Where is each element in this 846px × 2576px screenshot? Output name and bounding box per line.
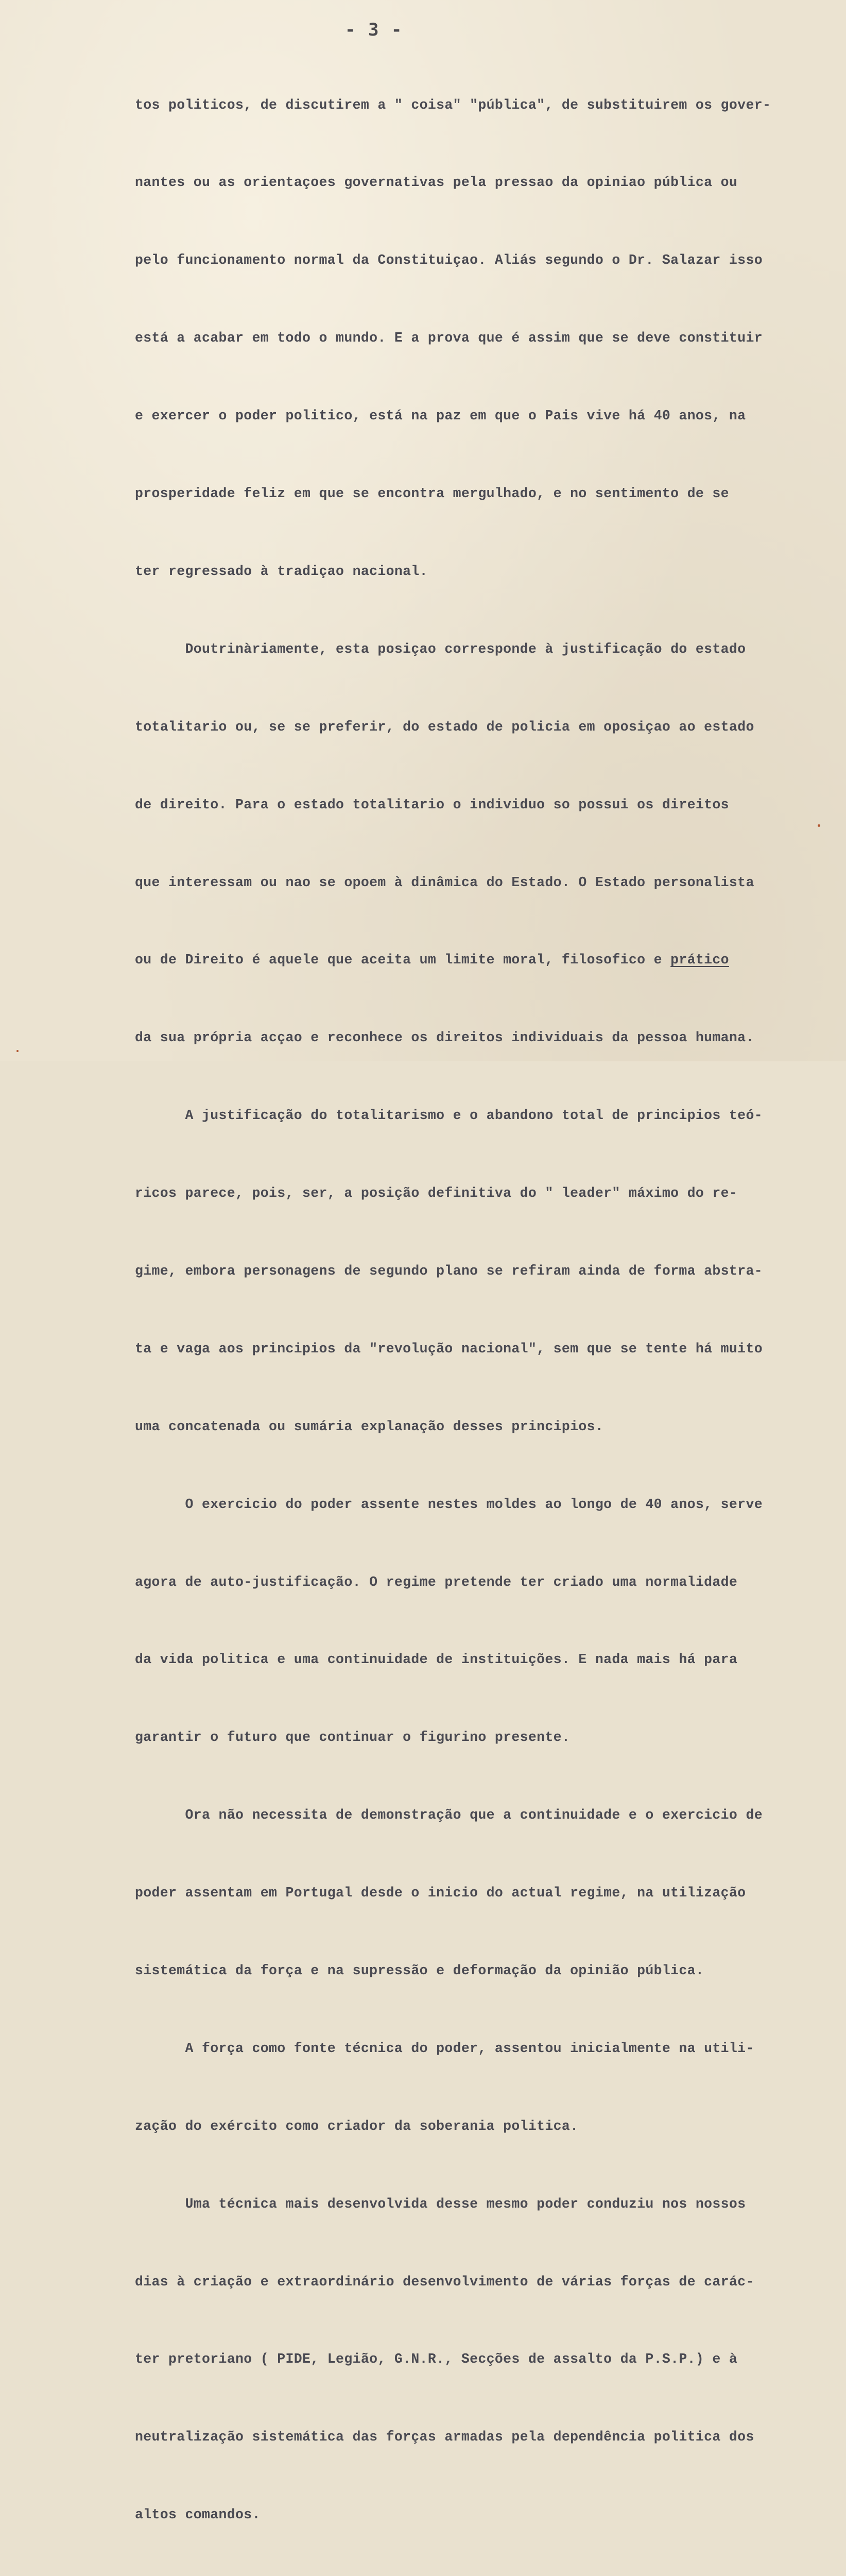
text-line: Uma técnica mais desenvolvida desse mesmo poder conduziu nos nossos: [135, 2196, 746, 2212]
text-line: que interessam ou nao se opoem à dinâmica do Estado. O Estado personalista: [135, 874, 754, 890]
text-line: O exercicio do poder assente nestes moldes ao longo de 40 anos, serve: [135, 1496, 763, 1512]
text-line: agora de auto-justificação. O regime pretende ter criado uma normalidade: [135, 1574, 738, 1590]
page-number: - 3 -: [345, 20, 403, 40]
text-line: nantes ou as orientaçoes governativas pela pressao da opiniao pública ou: [135, 175, 738, 191]
text-line: poder assentam em Portugal desde o inicio do actual regime, na utilização: [135, 1885, 746, 1901]
text-line: de direito. Para o estado totalitario o individuo so possui os direitos: [135, 796, 729, 812]
text-line: está a acabar em todo o mundo. E a prova que é assim que se deve constituir: [135, 330, 763, 346]
text-line: totalitario ou, se se preferir, do estado de policia em oposiçao ao estado: [135, 719, 754, 735]
text-line: ta e vaga aos principios da "revolução nacional", sem que se tente há muito: [135, 1341, 763, 1357]
underlined-word: prático: [670, 952, 729, 968]
text-line: prosperidade feliz em que se encontra mergulhado, e no sentimento de se: [135, 486, 729, 502]
text-line: zação do exército como criador da soberania politica.: [135, 2118, 579, 2134]
text-line: pelo funcionamento normal da Constituiçao. Aliás segundo o Dr. Salazar isso: [135, 252, 763, 268]
paper-speck: [818, 824, 820, 827]
text-line: e exercer o poder politico, está na paz em que o Pais vive há 40 anos, na: [135, 408, 746, 424]
text-line: da sua própria acçao e reconhece os direitos individuais da pessoa humana.: [135, 1030, 754, 1046]
text-line: gime, embora personagens de segundo plano se refiram ainda de forma abstra-: [135, 1263, 763, 1279]
text-line: Ora não necessita de demonstração que a continuidade e o exercicio de: [135, 1807, 763, 1823]
text-line: ter regressado à tradiçao nacional.: [135, 563, 428, 579]
text-line-start: ou de Direito é aquele que aceita um limite moral, filosofico e: [135, 952, 671, 968]
text-line: tos politicos, de discutirem a " coisa" "pública", de substituirem os gover-: [135, 97, 771, 113]
text-line: sistemática da força e na supressão e deformação da opinião pública.: [135, 1962, 704, 1978]
text-line: altos comandos.: [135, 2507, 261, 2523]
text-line: Doutrinàriamente, esta posiçao corresponde à justificação do estado: [135, 641, 746, 657]
text-line: A força como fonte técnica do poder, assentou inicialmente na utili-: [135, 2040, 754, 2056]
text-line: A justificação do totalitarismo e o abandono total de principios teó-: [135, 1108, 763, 1124]
text-line: neutralização sistemática das forças armadas pela dependência politica dos: [135, 2429, 754, 2445]
text-line-with-underline: [135, 947, 843, 973]
paper-speck: [16, 1050, 19, 1052]
text-line: ricos parece, pois, ser, a posição definitiva do " leader" máximo do re-: [135, 1185, 738, 1201]
text-line: dias à criação e extraordinário desenvolvimento de várias forças de carác-: [135, 2274, 754, 2290]
body-text: [135, 40, 843, 2576]
text-line: garantir o futuro que continuar o figurino presente.: [135, 1730, 571, 1745]
text-line: da vida politica e uma continuidade de instituições. E nada mais há para: [135, 1652, 738, 1668]
text-line: ter pretoriano ( PIDE, Legião, G.N.R., Secções de assalto da P.S.P.) e à: [135, 2351, 738, 2367]
text-line: uma concatenada ou sumária explanação desses principios.: [135, 1418, 604, 1434]
